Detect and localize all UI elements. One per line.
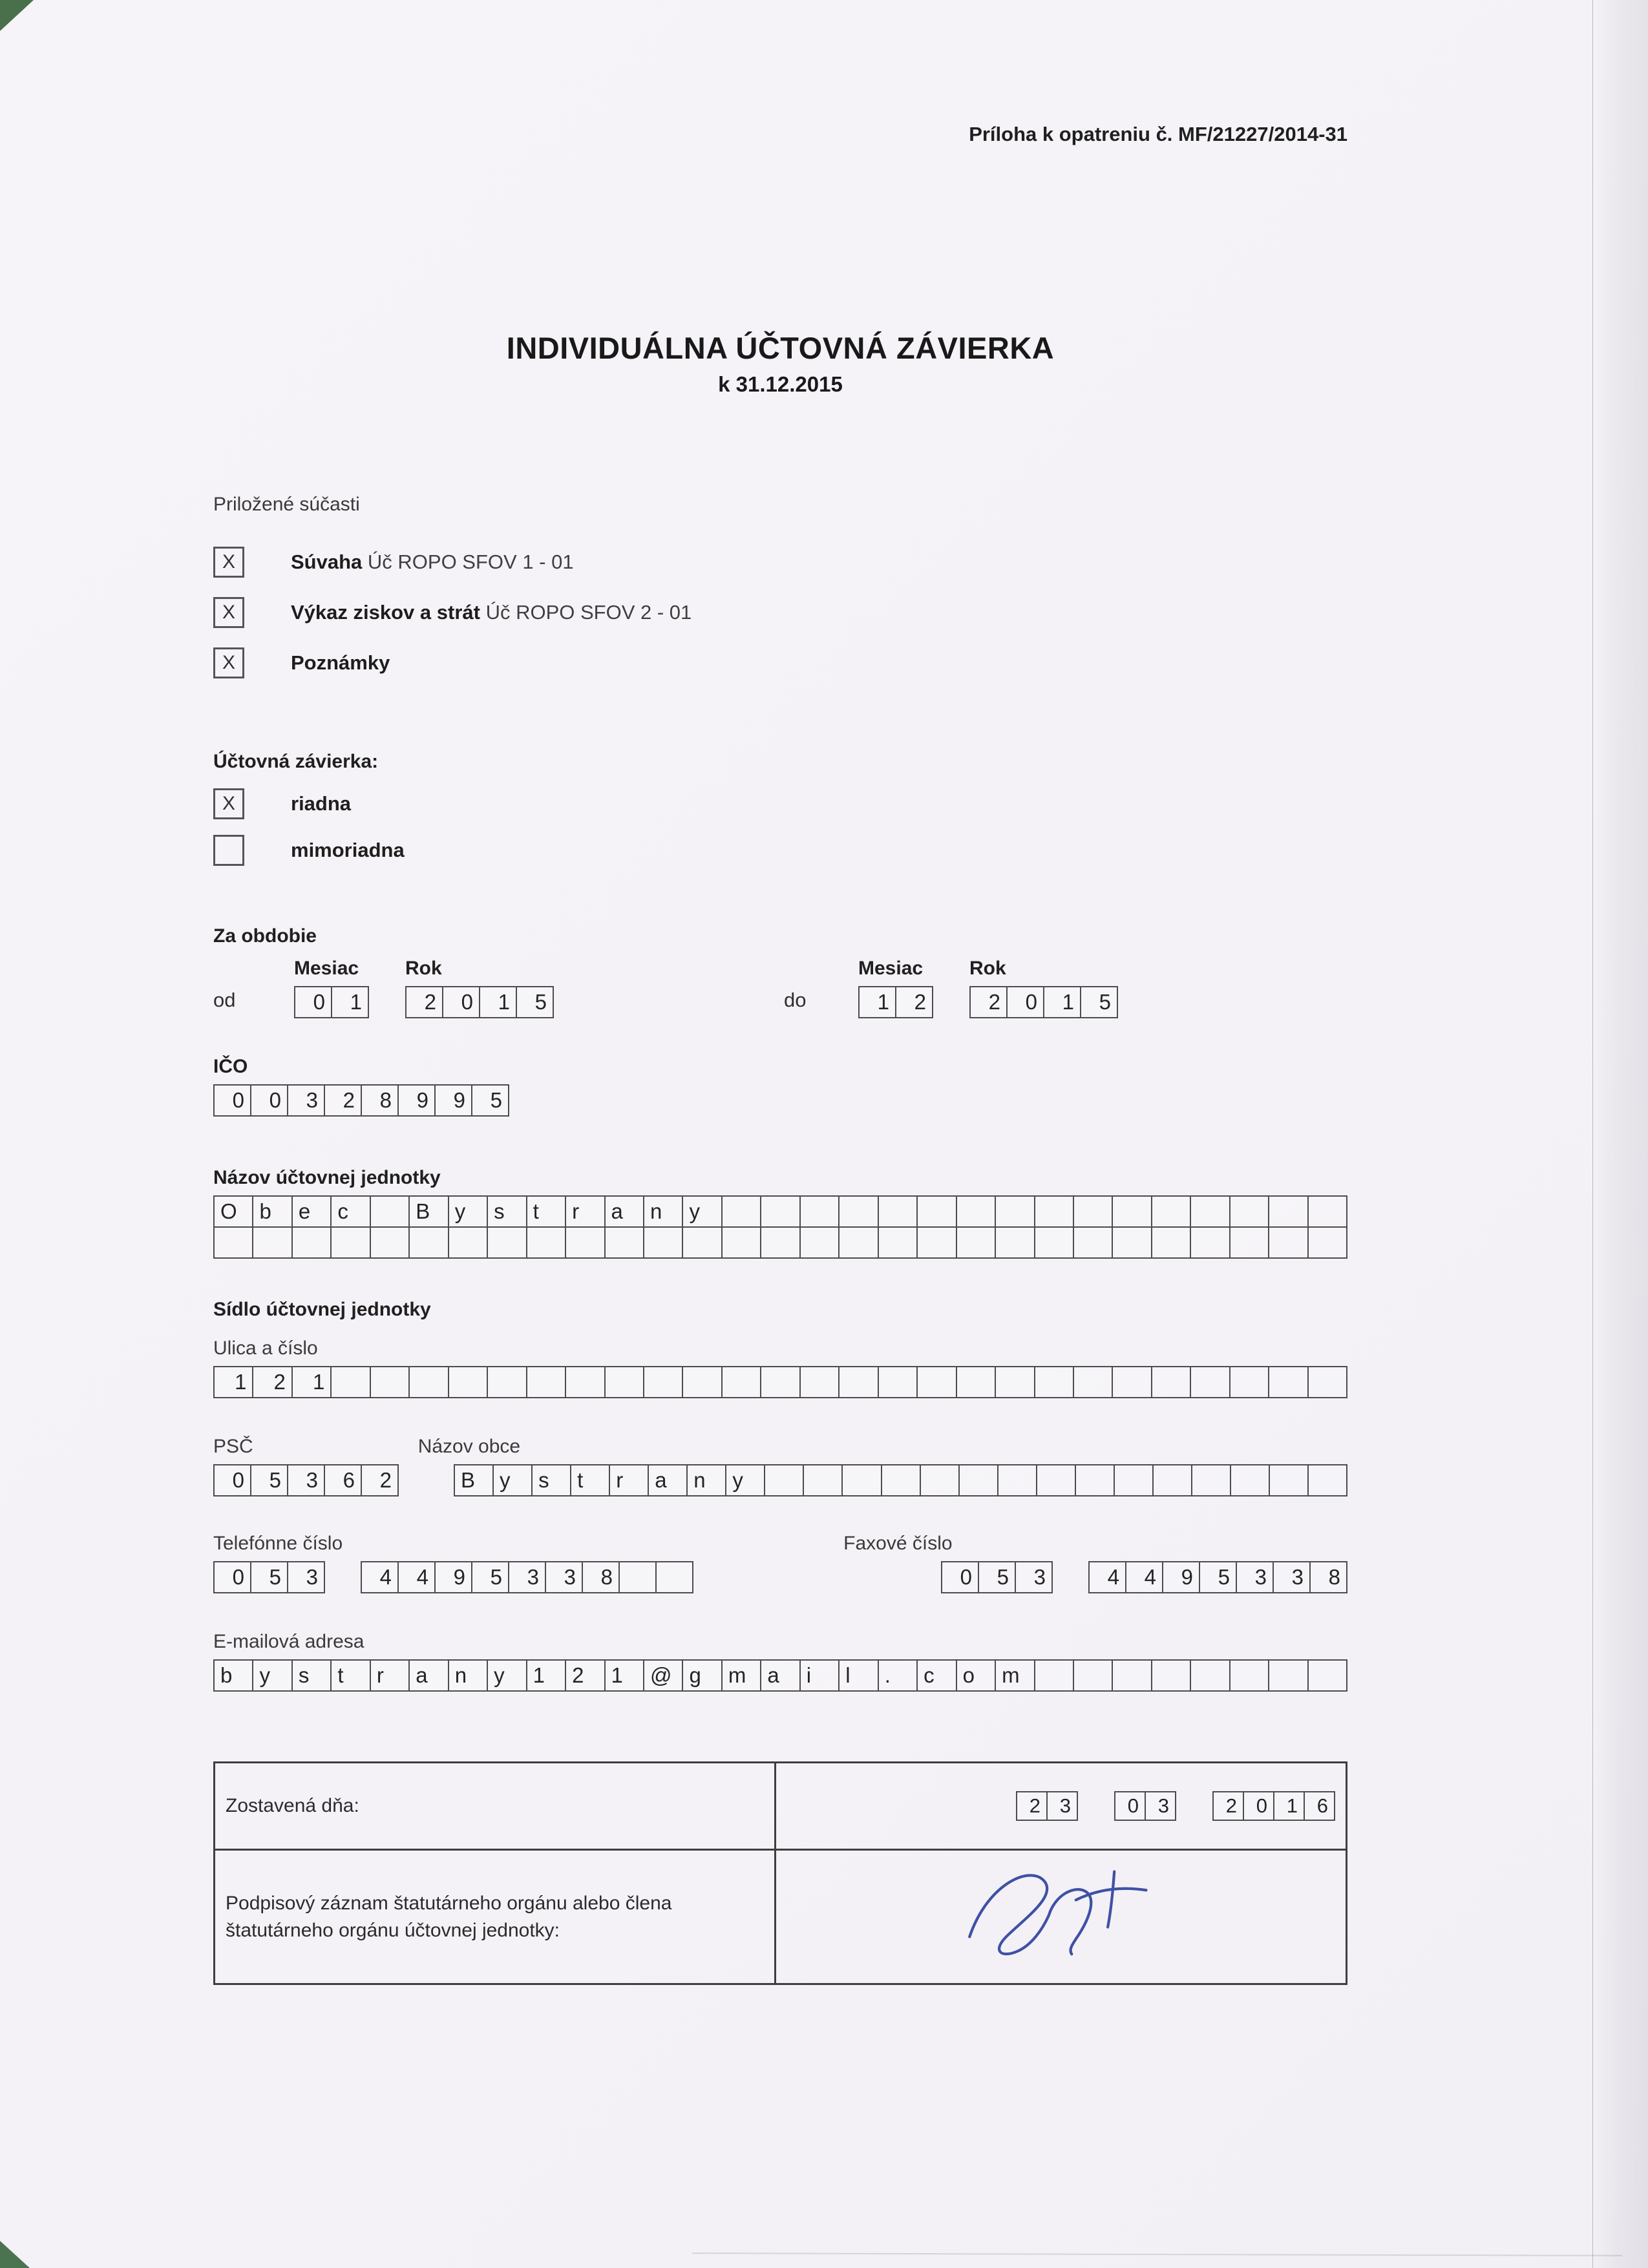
signature-area — [776, 1862, 1346, 1972]
period-to-year-grid — [969, 986, 1118, 1018]
grid-cell — [1075, 1464, 1115, 1496]
closing-label-mimoriadna: mimoriadna — [291, 839, 405, 861]
grid-cell: 4 — [397, 1561, 436, 1593]
grid-cell — [1268, 1366, 1308, 1398]
grid-cell: m — [995, 1659, 1035, 1692]
closing-row-mimoriadna — [213, 835, 1347, 866]
grid-cell: s — [291, 1659, 332, 1692]
fax-label: Faxové číslo — [843, 1533, 953, 1554]
grid-cell — [1036, 1464, 1076, 1496]
email-grid — [213, 1659, 1347, 1692]
grid-cell: 3 — [1046, 1791, 1078, 1821]
grid-cell: 8 — [582, 1561, 620, 1593]
grid-cell: t — [570, 1464, 610, 1496]
grid-cell: 9 — [434, 1084, 472, 1117]
grid-cell — [760, 1226, 800, 1259]
grid-cell: 3 — [287, 1561, 325, 1593]
grid-cell: 3 — [1273, 1561, 1311, 1593]
grid-cell — [1229, 1226, 1269, 1259]
grid-cell — [916, 1226, 956, 1259]
grid-cell: 0 — [442, 986, 480, 1018]
grid-cell: n — [686, 1464, 726, 1496]
grid-cell — [604, 1366, 644, 1398]
period-from-label: od — [213, 989, 236, 1011]
grid-cell: c — [916, 1659, 956, 1692]
grid-cell — [643, 1366, 683, 1398]
grid-cell — [682, 1226, 722, 1259]
grid-cell: 0 — [213, 1084, 251, 1117]
attachment-name: Poznámky — [291, 651, 390, 674]
grid-cell: l — [838, 1659, 878, 1692]
grid-cell: 0 — [941, 1561, 979, 1593]
period-heading: Za obdobie — [213, 925, 317, 947]
grid-cell: 9 — [397, 1084, 436, 1117]
grid-cell: n — [448, 1659, 488, 1692]
grid-cell: 2 — [324, 1084, 362, 1117]
entity-name-grid-row2 — [213, 1226, 1347, 1259]
psc-town-row — [213, 1464, 1347, 1496]
grid-cell — [803, 1464, 843, 1496]
year-label: Rok — [405, 958, 442, 979]
grid-cell — [878, 1366, 918, 1398]
grid-cell — [1307, 1464, 1347, 1496]
grid-cell: 8 — [1309, 1561, 1347, 1593]
grid-cell: n — [643, 1195, 683, 1228]
grid-cell: 0 — [1114, 1791, 1146, 1821]
grid-cell — [1073, 1226, 1113, 1259]
grid-cell: 4 — [1125, 1561, 1163, 1593]
grid-cell — [643, 1226, 683, 1259]
grid-cell: r — [565, 1195, 605, 1228]
grid-cell: 8 — [361, 1084, 399, 1117]
grid-cell: 0 — [1243, 1791, 1274, 1821]
grid-cell: s — [487, 1195, 527, 1228]
grid-cell — [618, 1561, 657, 1593]
grid-cell: 9 — [434, 1561, 472, 1593]
grid-cell: 5 — [1080, 986, 1118, 1018]
grid-cell: 4 — [361, 1561, 399, 1593]
closing-label-riadna: riadna — [291, 792, 352, 815]
grid-cell — [526, 1366, 566, 1398]
attachment-label-suvaha — [291, 551, 574, 574]
grid-cell: 5 — [471, 1084, 509, 1117]
grid-cell — [487, 1226, 527, 1259]
grid-cell: t — [330, 1659, 370, 1692]
grid-cell — [448, 1226, 488, 1259]
grid-cell — [1191, 1464, 1231, 1496]
period-from-year-grid — [405, 986, 554, 1018]
grid-cell: 0 — [213, 1561, 251, 1593]
grid-cell — [1229, 1366, 1269, 1398]
fax-group — [941, 1561, 1347, 1593]
grid-cell — [1230, 1464, 1270, 1496]
grid-cell: 1 — [526, 1659, 566, 1692]
compiled-label: Zostavená dňa: — [215, 1763, 776, 1849]
form-title: INDIVIDUÁLNA ÚČTOVNÁ ZÁVIERKA — [506, 331, 1055, 365]
grid-cell: y — [725, 1464, 765, 1496]
grid-cell: 2 — [361, 1464, 399, 1496]
grid-cell: B — [454, 1464, 494, 1496]
grid-cell — [995, 1366, 1035, 1398]
ico-label: IČO — [213, 1056, 248, 1077]
grid-cell: 2 — [252, 1366, 292, 1398]
grid-cell: a — [648, 1464, 688, 1496]
grid-cell: a — [408, 1659, 449, 1692]
period-from-year-group — [405, 958, 554, 1018]
grid-cell — [841, 1464, 882, 1496]
grid-cell — [565, 1226, 605, 1259]
grid-cell — [1229, 1195, 1269, 1228]
grid-cell: B — [408, 1195, 449, 1228]
grid-cell: 1 — [479, 986, 517, 1018]
grid-cell — [1307, 1226, 1347, 1259]
grid-cell: 6 — [324, 1464, 362, 1496]
grid-cell — [1112, 1195, 1152, 1228]
grid-cell — [1034, 1226, 1074, 1259]
grid-cell: 5 — [978, 1561, 1016, 1593]
grid-cell — [1152, 1464, 1192, 1496]
grid-cell: 3 — [545, 1561, 583, 1593]
attachments-heading: Priložené súčasti — [213, 494, 360, 515]
grid-cell — [1190, 1195, 1230, 1228]
grid-cell: t — [526, 1195, 566, 1228]
grid-cell: O — [213, 1195, 253, 1228]
grid-cell — [1269, 1464, 1309, 1496]
period-to-month-group — [858, 958, 933, 1018]
town-label: Názov obce — [417, 1436, 521, 1457]
town-grid — [454, 1464, 1347, 1496]
grid-cell — [764, 1464, 804, 1496]
ico-grid — [213, 1084, 1347, 1117]
grid-cell — [916, 1366, 956, 1398]
grid-cell — [878, 1226, 918, 1259]
period-to-label: do — [784, 989, 807, 1011]
attachment-label-poznamky — [291, 651, 390, 675]
grid-cell — [1073, 1659, 1113, 1692]
grid-cell — [838, 1226, 878, 1259]
grid-cell — [1268, 1195, 1308, 1228]
grid-cell — [799, 1226, 840, 1259]
closing-row-riadna — [213, 788, 1347, 819]
grid-cell — [997, 1464, 1037, 1496]
street-grid — [213, 1366, 1347, 1398]
attachment-row-vykaz — [213, 597, 1347, 628]
grid-cell — [920, 1464, 960, 1496]
checkbox-suvaha: X — [213, 547, 244, 578]
grid-cell: 4 — [1088, 1561, 1126, 1593]
grid-cell: 1 — [1043, 986, 1081, 1018]
period-row — [213, 958, 1347, 1018]
grid-cell: 2 — [969, 986, 1008, 1018]
grid-cell — [958, 1464, 998, 1496]
phone-fax-row — [213, 1561, 1347, 1593]
grid-cell: b — [252, 1195, 292, 1228]
grid-cell: 0 — [213, 1464, 251, 1496]
grid-cell: 5 — [516, 986, 554, 1018]
footer-table — [213, 1761, 1347, 1985]
attachment-suffix: Úč ROPO SFOV 1 - 01 — [367, 551, 574, 573]
form-subtitle: k 31.12.2015 — [718, 372, 843, 396]
signature-row — [215, 1849, 1346, 1983]
grid-cell — [252, 1226, 292, 1259]
period-from-month-grid — [294, 986, 369, 1018]
grid-cell — [408, 1226, 449, 1259]
fax-prefix-grid — [941, 1561, 1053, 1593]
grid-cell — [1307, 1195, 1347, 1228]
annex-reference: Príloha k opatreniu č. MF/21227/2014-31 — [969, 123, 1347, 145]
period-to-month-grid — [858, 986, 933, 1018]
grid-cell — [956, 1366, 996, 1398]
attachment-row-suvaha — [213, 547, 1347, 578]
grid-cell: r — [370, 1659, 410, 1692]
month-label: Mesiac — [294, 958, 359, 979]
grid-cell: 3 — [1145, 1791, 1176, 1821]
grid-cell — [330, 1366, 370, 1398]
grid-cell: 3 — [1236, 1561, 1274, 1593]
grid-cell — [838, 1366, 878, 1398]
grid-cell — [1151, 1659, 1191, 1692]
grid-cell: y — [682, 1195, 722, 1228]
grid-cell: . — [878, 1659, 918, 1692]
scan-artifact-corner-bottom-left — [0, 2241, 30, 2268]
grid-cell — [1268, 1659, 1308, 1692]
signature-image — [951, 1851, 1171, 1975]
grid-cell: 1 — [1273, 1791, 1305, 1821]
fax-number-grid — [1088, 1561, 1347, 1593]
grid-cell — [1073, 1195, 1113, 1228]
grid-cell — [408, 1366, 449, 1398]
month-label: Mesiac — [858, 958, 924, 979]
grid-cell — [330, 1226, 370, 1259]
grid-cell — [721, 1226, 761, 1259]
compiled-row — [215, 1763, 1346, 1849]
grid-cell: b — [213, 1659, 253, 1692]
psc-grid — [213, 1464, 399, 1496]
grid-cell: a — [760, 1659, 800, 1692]
grid-cell — [878, 1195, 918, 1228]
grid-cell — [1307, 1659, 1347, 1692]
grid-cell: y — [448, 1195, 488, 1228]
grid-cell — [1112, 1366, 1152, 1398]
grid-cell — [1112, 1226, 1152, 1259]
grid-cell: 2 — [1212, 1791, 1244, 1821]
grid-cell — [370, 1366, 410, 1398]
grid-cell — [1151, 1195, 1191, 1228]
grid-cell — [721, 1366, 761, 1398]
compiled-date-groups — [776, 1791, 1346, 1821]
grid-cell: 2 — [895, 986, 933, 1018]
grid-cell: @ — [643, 1659, 683, 1692]
grid-cell: 2 — [1016, 1791, 1048, 1821]
attachment-label-vykaz — [291, 601, 692, 624]
grid-cell — [1151, 1226, 1191, 1259]
grid-cell: 0 — [1006, 986, 1044, 1018]
grid-cell — [799, 1366, 840, 1398]
grid-cell: 1 — [213, 1366, 253, 1398]
grid-cell: y — [487, 1659, 527, 1692]
grid-cell — [565, 1366, 605, 1398]
grid-cell — [1114, 1464, 1154, 1496]
grid-cell: 5 — [250, 1561, 288, 1593]
phone-number-grid — [361, 1561, 693, 1593]
grid-cell: 3 — [287, 1464, 325, 1496]
grid-cell: y — [252, 1659, 292, 1692]
phone-prefix-grid — [213, 1561, 325, 1593]
grid-cell: 6 — [1304, 1791, 1335, 1821]
grid-cell: e — [291, 1195, 332, 1228]
scan-artifact-corner-top-left — [0, 0, 34, 31]
grid-cell — [838, 1195, 878, 1228]
grid-cell — [1112, 1659, 1152, 1692]
grid-cell — [1034, 1366, 1074, 1398]
grid-cell — [487, 1366, 527, 1398]
grid-cell: a — [604, 1195, 644, 1228]
grid-cell: c — [330, 1195, 370, 1228]
grid-cell: 0 — [294, 986, 332, 1018]
grid-cell: 5 — [250, 1464, 288, 1496]
street-label: Ulica a číslo — [213, 1338, 318, 1359]
grid-cell: 2 — [565, 1659, 605, 1692]
compiled-date-cell — [776, 1763, 1346, 1849]
grid-cell — [526, 1226, 566, 1259]
checkbox-vykaz: X — [213, 597, 244, 628]
signature-label: Podpisový záznam štatutárneho orgánu alebo člena štatutárneho orgánu účtovnej jednotky: — [215, 1851, 776, 1983]
checkbox-riadna: X — [213, 788, 244, 819]
grid-cell — [1034, 1195, 1074, 1228]
grid-cell: 2 — [405, 986, 443, 1018]
grid-cell — [721, 1195, 761, 1228]
grid-cell: y — [492, 1464, 533, 1496]
psc-label: PSČ — [213, 1436, 253, 1457]
grid-cell: 1 — [331, 986, 369, 1018]
psc-town-labels — [213, 1436, 1347, 1458]
grid-cell — [1190, 1226, 1230, 1259]
grid-cell — [1073, 1366, 1113, 1398]
period-from-month-group — [294, 958, 369, 1018]
grid-cell — [291, 1226, 332, 1259]
checkbox-mimoriadna — [213, 835, 244, 866]
closing-type-heading: Účtovná závierka: — [213, 751, 379, 772]
page-edge-right — [1592, 0, 1648, 2268]
phone-fax-labels — [213, 1533, 1347, 1555]
grid-cell: 1 — [604, 1659, 644, 1692]
grid-cell — [995, 1195, 1035, 1228]
grid-cell: 0 — [250, 1084, 288, 1117]
grid-cell: 3 — [1015, 1561, 1053, 1593]
grid-cell — [799, 1195, 840, 1228]
grid-cell — [1268, 1226, 1308, 1259]
grid-cell — [916, 1195, 956, 1228]
attachment-name: Súvaha — [291, 551, 363, 573]
compiled-day-grid — [1016, 1791, 1078, 1821]
compiled-month-grid — [1114, 1791, 1176, 1821]
seat-label: Sídlo účtovnej jednotky — [213, 1299, 431, 1320]
grid-cell — [881, 1464, 921, 1496]
grid-cell — [448, 1366, 488, 1398]
grid-cell: 1 — [858, 986, 896, 1018]
grid-cell — [1034, 1659, 1074, 1692]
grid-cell — [682, 1366, 722, 1398]
attachment-row-poznamky — [213, 647, 1347, 678]
grid-cell — [956, 1195, 996, 1228]
year-label: Rok — [969, 958, 1006, 979]
checkbox-poznamky: X — [213, 647, 244, 678]
grid-cell — [370, 1195, 410, 1228]
grid-cell: m — [721, 1659, 761, 1692]
phone-label: Telefónne číslo — [213, 1533, 343, 1554]
grid-cell: 3 — [287, 1084, 325, 1117]
grid-cell: o — [956, 1659, 996, 1692]
period-to-year-group — [969, 958, 1118, 1018]
grid-cell — [995, 1226, 1035, 1259]
grid-cell: 1 — [291, 1366, 332, 1398]
grid-cell: i — [799, 1659, 840, 1692]
entity-name-label: Názov účtovnej jednotky — [213, 1167, 441, 1188]
grid-cell: 5 — [1199, 1561, 1237, 1593]
entity-name-grid-row1 — [213, 1195, 1347, 1228]
grid-cell — [956, 1226, 996, 1259]
grid-cell: 5 — [471, 1561, 509, 1593]
grid-cell — [760, 1366, 800, 1398]
grid-cell — [1190, 1659, 1230, 1692]
grid-cell — [213, 1226, 253, 1259]
grid-cell — [760, 1195, 800, 1228]
grid-cell — [370, 1226, 410, 1259]
grid-cell: g — [682, 1659, 722, 1692]
email-label: E-mailová adresa — [213, 1631, 364, 1652]
compiled-year-grid — [1212, 1791, 1335, 1821]
grid-cell — [1190, 1366, 1230, 1398]
grid-cell: s — [531, 1464, 571, 1496]
attachment-name: Výkaz ziskov a strát — [291, 601, 480, 624]
grid-cell — [1307, 1366, 1347, 1398]
grid-cell — [1151, 1366, 1191, 1398]
grid-cell: 9 — [1162, 1561, 1200, 1593]
grid-cell — [655, 1561, 693, 1593]
grid-cell: r — [609, 1464, 649, 1496]
grid-cell: 3 — [508, 1561, 546, 1593]
grid-cell — [604, 1226, 644, 1259]
page-edge-bottom — [692, 2252, 1622, 2256]
grid-cell — [1229, 1659, 1269, 1692]
attachment-suffix: Úč ROPO SFOV 2 - 01 — [485, 601, 692, 624]
